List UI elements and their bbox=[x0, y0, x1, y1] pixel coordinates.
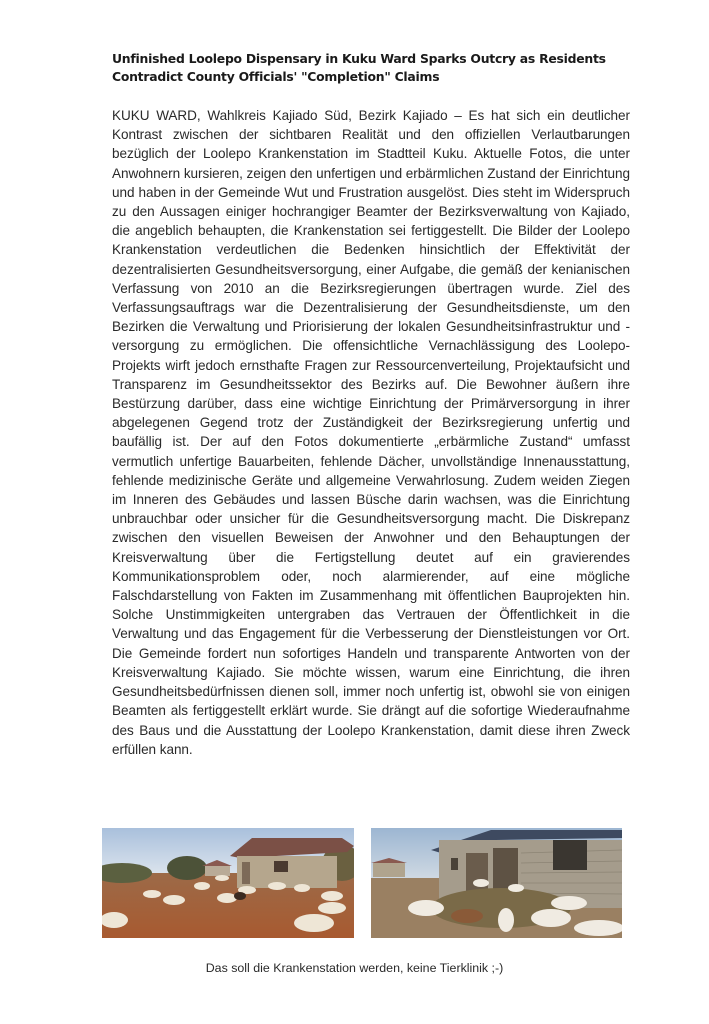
doorway bbox=[466, 853, 488, 893]
article-title bbox=[112, 50, 632, 86]
distant-building bbox=[373, 863, 405, 877]
photo-right-illustration bbox=[371, 828, 622, 938]
photo-goats-outside-dispensary bbox=[102, 828, 354, 938]
window bbox=[553, 840, 587, 870]
photo-left-illustration bbox=[102, 828, 354, 938]
window bbox=[451, 858, 458, 870]
dark-goat bbox=[234, 892, 246, 900]
title-line-1: Unfinished Loolepo Dispensary in Kuku Ward Sparks Outcry as Residents bbox=[112, 51, 606, 66]
title-line-2: Contradict County Officials' "Completion" Claims bbox=[112, 69, 440, 84]
photo-caption: Das soll die Krankenstation werden, keine Tierklinik ;-) bbox=[205, 961, 504, 975]
door bbox=[242, 862, 250, 884]
distant-building bbox=[205, 866, 230, 876]
tree bbox=[167, 856, 207, 880]
photo-goats-inside-dispensary bbox=[371, 828, 622, 938]
window bbox=[274, 861, 288, 872]
brown-goat bbox=[451, 909, 483, 923]
article-body: KUKU WARD, Wahlkreis Kajiado Süd, Bezirk Kajiado – Es hat sich ein deutlicher Kontrast zwischen der sichtbaren Realität und den offiziellen Verlautbarungen bezüglich der Loolepo Krankenstation im Stadtteil Kuku. Aktuelle Fotos, die unter Anwohnern kursieren, zeigen den unfertigen und erbärmlichen Zustand der Einrichtung und haben in der Gemeinde Wut und Frustration ausgelöst. Dies steht im Widerspruch zu den Aussagen einiger hochrangiger Beamter der Bezirksverwaltung von Kajiado, die angeblich behaupten, die Krankenstation sei fertiggestellt. Die Bilder der Loolepo Krankenstation verdeutlichen die Bedenken hinsichtlich der Effektivität der dezentralisierten Gesundheitsversorgung, einer Aufgabe, die gemäß der kenianischen Verfassung von 2010 an die Bezirksregierungen übertragen wurde. Ziel des Verfassungsauftrags war die Dezentralisierung der Gesundheitsdienste, um den Bezirken die Verwaltung und Priorisierung der lokalen Gesundheitsinfrastruktur und -versorgung zu ermöglichen. Die offensichtliche Vernachlässigung des Loolepo-Projekts wirft jedoch ernsthafte Fragen zur Ressourcenverteilung, Projektaufsicht und Transparenz im Gesundheitssektor des Bezirks auf. Die Bewohner äußern ihre Bestürzung darüber, dass eine wichtige Einrichtung der Primärversorgung in ihrer abgelegenen Gegend trotz der Zuständigkeit der Bezirksregierung unfertig und baufällig ist. Der auf den Fotos dokumentierte „erbärmliche Zustand“ umfasst vermutlich unfertige Bauarbeiten, fehlende Dächer, unvollständige Innenausstattung, fehlende medizinische Geräte und allgemeine Verwahrlosung. Zudem weiden Ziegen im Inneren des Gebäudes und lassen Büsche darin wachsen, was die Einrichtung unbrauchbar oder unsicher für die Gesundheitsversorgung macht. Die Diskrepanz zwischen den visuellen Beweisen der Anwohner und den Behauptungen der Kreisverwaltung über die Fertigstellung deutet auf ein gravierendes Kommunikationsproblem oder, noch alarmierender, auf eine mögliche Falschdarstellung von Fakten im Zusammenhang mit öffentlichen Bauprojekten hin. Solche Unstimmigkeiten untergraben das Vertrauen der Öffentlichkeit in die Verwaltung und das Engagement für die Verbesserung der Dienstleistungen vor Ort. Die Gemeinde fordert nun sofortiges Handeln und transparente Antworten von der Kreisverwaltung Kajiado. Sie möchte wissen, warum eine Einrichtung, die ihren Gesundheitsbedürfnissen dienen soll, immer noch unfertig ist, obwohl sie von einigen Beamten als fertiggestellt erklärt wurde. Sie drängt auf die sofortige Wiederaufnahme des Baus und die Ausstattung der Loolepo Krankenstation, damit diese ihren Zweck erfüllen kann. bbox=[112, 108, 630, 757]
